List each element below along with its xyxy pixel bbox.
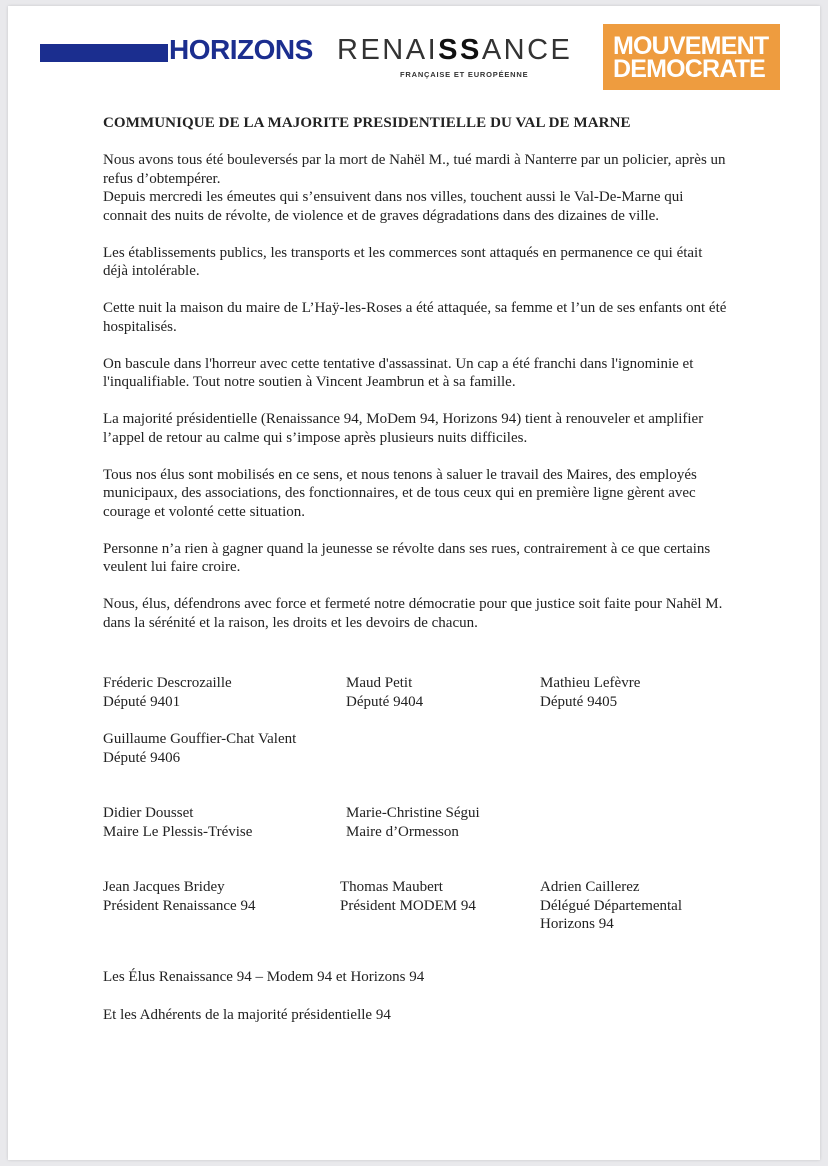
signatory xyxy=(346,804,480,841)
signatory-name: Fréderic Descrozaille xyxy=(103,675,232,691)
signatory xyxy=(103,878,255,915)
paragraph: On bascule dans l'horreur avec cette tentative d'assassinat. Un cap a été franchi dans l'ignominie et l'inqualifiable. Tout notre soutien à Vincent Jeambrun et à sa famille. xyxy=(103,355,694,390)
renaissance-logo xyxy=(337,34,572,67)
renaissance-logo-part2: SS xyxy=(438,34,482,66)
modem-logo-line2: DEMOCRATE xyxy=(613,55,766,83)
paragraph: Depuis mercredi les émeutes qui s’ensuivent dans nos villes, touchent aussi le Val-De-Marne qui connait des nuits de révolte, de violence et de graves dégradations dans des dizaines de ville. xyxy=(103,189,684,224)
signatory-role: Député 9401 xyxy=(103,693,181,710)
signatory xyxy=(103,674,232,711)
signatory-role: Délégué Départemental xyxy=(540,897,683,914)
signatory-name: Thomas Maubert xyxy=(340,879,443,895)
signatory-role: Président Renaissance 94 xyxy=(103,897,256,914)
signatory-name: Didier Dousset xyxy=(103,805,194,821)
paragraph: La majorité présidentielle (Renaissance 94, MoDem 94, Horizons 94) tient à renouveler et amplifier l’appel de retour au calme qui s’impose après plusieurs nuits difficiles. xyxy=(103,411,704,446)
horizons-logo-bar xyxy=(40,44,168,62)
document-page xyxy=(8,6,820,1160)
modem-logo-line1: MOUVEMENT xyxy=(613,32,769,60)
paragraph: Nous, élus, défendrons avec force et fermeté notre démocratie pour que justice soit faite pour Nahël M. dans la sérénité et la raison, les droits et les devoirs de chacun. xyxy=(103,596,723,631)
signatory-role: Député 9404 xyxy=(346,693,424,710)
signatory-name: Marie-Christine Ségui xyxy=(346,805,480,821)
signatory-role-line2: Horizons 94 xyxy=(540,916,614,932)
document-body xyxy=(103,151,728,651)
signatory xyxy=(540,878,682,934)
signatory xyxy=(103,730,296,767)
signatory xyxy=(103,804,252,841)
paragraph: Cette nuit la maison du maire de L’Haÿ-les-Roses a été attaquée, sa femme et l’un de ses enfants ont été hospitalisés. xyxy=(103,300,727,335)
paragraph: Nous avons tous été bouleversés par la mort de Nahël M., tué mardi à Nanterre par un policier, après un refus d’obtempérer. xyxy=(103,152,726,187)
paragraph: Tous nos élus sont mobilisés en ce sens, et nous tenons à saluer le travail des Maires, des employés municipaux, des associations, des fonctionnaires, et de tous ceux qui en première ligne gèrent avec courage et volonté cette situation. xyxy=(103,466,697,520)
renaissance-logo-part1: RENAI xyxy=(337,34,439,66)
signatory-name: Mathieu Lefèvre xyxy=(540,675,641,691)
signatory-role: Maire Le Plessis-Trévise xyxy=(103,823,253,840)
signatory-role: Maire d’Ormesson xyxy=(346,823,459,840)
signatory xyxy=(346,674,423,711)
signatory-name: Guillaume Gouffier-Chat Valent xyxy=(103,731,297,747)
horizons-logo: HORIZONS xyxy=(169,34,313,65)
paragraph: Personne n’a rien à gagner quand la jeunesse se révolte dans ses rues, contrairement à ce que certains veulent lui faire croire. xyxy=(103,540,711,575)
signatory xyxy=(340,878,476,915)
closing-line-elected: Les Élus Renaissance 94 – Modem 94 et Horizons 94 xyxy=(103,969,425,985)
signatory-name: Jean Jacques Bridey xyxy=(103,879,225,895)
document-title: COMMUNIQUE DE LA MAJORITE PRESIDENTIELLE DU VAL DE MARNE xyxy=(103,115,631,131)
signatory-name: Maud Petit xyxy=(346,675,413,691)
modem-logo xyxy=(603,24,780,90)
signatory-role: Député 9406 xyxy=(103,749,181,766)
signatory-name: Adrien Caillerez xyxy=(540,879,640,895)
paragraph: Les établissements publics, les transports et les commerces sont attaqués en permanence ce qui était déjà intolérable. xyxy=(103,244,703,279)
renaissance-logo-part3: ANCE xyxy=(481,34,573,66)
signatory-role: Président MODEM 94 xyxy=(340,897,476,914)
signatory-role: Député 9405 xyxy=(540,693,618,710)
signatory xyxy=(540,674,640,711)
closing-line-members: Et les Adhérents de la majorité présidentielle 94 xyxy=(103,1007,391,1023)
renaissance-logo-subtitle: FRANÇAISE ET EUROPÉENNE xyxy=(400,70,529,79)
